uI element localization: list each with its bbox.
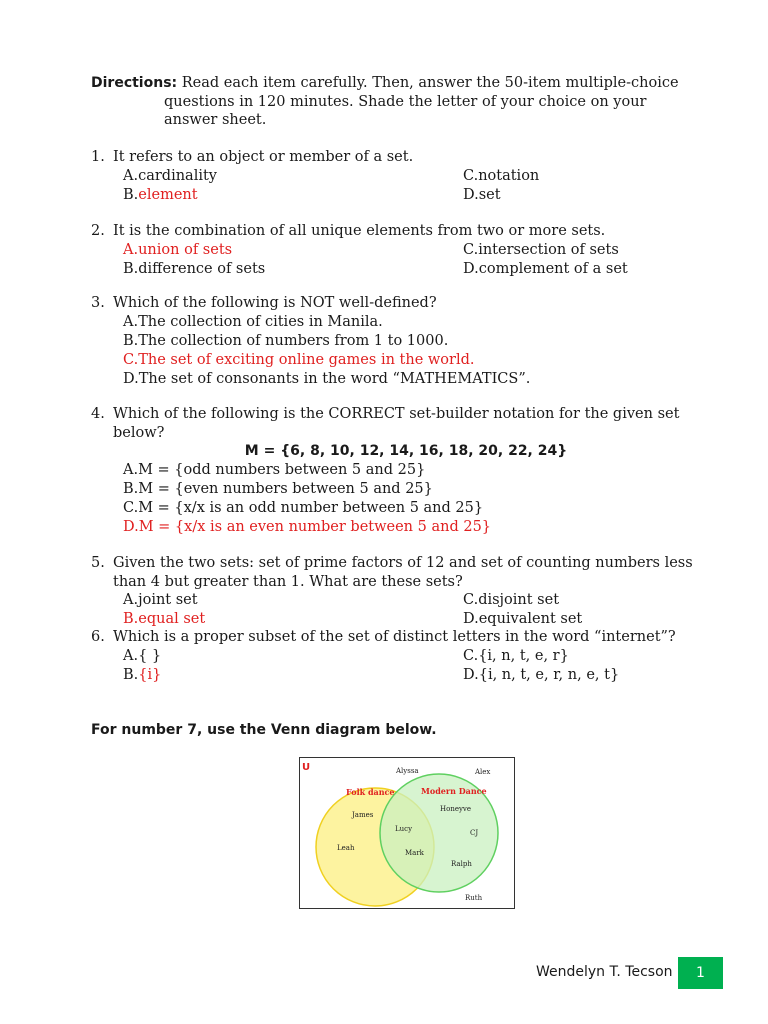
question-stem: It is the combination of all unique elements from two or more sets.	[113, 223, 606, 239]
name-honeyve: Honeyve	[440, 805, 472, 813]
directions-line-1: Read each item carefully. Then, answer the 50-item multiple-choice	[181, 75, 679, 91]
name-ralph: Ralph	[451, 860, 472, 868]
option-c-correct[interactable]: C.The set of exciting online games in the world.	[123, 351, 475, 368]
question-stem: Which is a proper subset of the set of distinct letters in the word “internet”?	[113, 629, 676, 645]
folk-dance-label: Folk dance	[346, 787, 395, 797]
question-6	[91, 628, 731, 685]
option-c[interactable]: C.M = {x/x is an odd number between 5 and 25}	[123, 499, 484, 516]
directions-line-2: questions in 120 minutes. Shade the letter of your choice on your	[164, 93, 647, 110]
page-number: 1	[696, 965, 705, 981]
option-b-correct[interactable]: B.element	[123, 186, 198, 203]
option-c[interactable]: C.intersection of sets	[463, 241, 619, 258]
option-d[interactable]: D.set	[463, 186, 501, 203]
option-d[interactable]: D.complement of a set	[463, 260, 628, 277]
question-stem: Which of the following is NOT well-defined?	[113, 295, 437, 311]
question-number: 4.	[91, 406, 105, 422]
name-james: James	[352, 811, 374, 819]
name-alyssa: Alyssa	[396, 767, 419, 775]
question-stem-line-2: than 4 but greater than 1. What are these sets?	[113, 573, 463, 590]
option-c[interactable]: C.disjoint set	[463, 592, 560, 609]
option-a[interactable]: A.joint set	[123, 592, 198, 609]
venn-heading: For number 7, use the Venn diagram below.	[91, 722, 437, 738]
option-a[interactable]: A.{ }	[123, 647, 162, 664]
given-set: M = {6, 8, 10, 12, 14, 16, 18, 20, 22, 24}	[244, 443, 568, 460]
option-a[interactable]: A.M = {odd numbers between 5 and 25}	[123, 461, 426, 478]
venn-diagram	[299, 757, 515, 909]
question-stem-line-2: below?	[113, 424, 165, 441]
name-ruth: Ruth	[465, 894, 483, 902]
option-b-correct[interactable]: B.{i}	[123, 666, 162, 683]
option-c[interactable]: C.notation	[463, 167, 540, 184]
directions-line-3: answer sheet.	[164, 112, 267, 129]
question-5	[91, 554, 731, 629]
footer-author: Wendelyn T. Tecson	[536, 964, 673, 980]
name-leah: Leah	[337, 844, 355, 852]
directions	[91, 74, 723, 130]
directions-label: Directions:	[91, 75, 178, 91]
name-mark: Mark	[405, 849, 424, 857]
question-number: 1.	[91, 149, 105, 165]
question-number: 6.	[91, 629, 105, 645]
question-4	[91, 405, 731, 537]
option-d[interactable]: D.equivalent set	[463, 611, 583, 628]
option-a-correct[interactable]: A.union of sets	[123, 241, 233, 258]
option-a[interactable]: A.cardinality	[123, 167, 217, 184]
option-b-correct[interactable]: B.equal set	[123, 611, 206, 628]
name-lucy: Lucy	[395, 825, 413, 833]
universe-label: U	[302, 762, 311, 773]
question-number: 5.	[91, 555, 105, 571]
question-1	[91, 148, 731, 205]
option-c[interactable]: C.{i, n, t, e, r}	[463, 647, 569, 664]
name-cj: CJ	[470, 829, 479, 837]
option-d[interactable]: D.The set of consonants in the word “MATHEMATICS”.	[123, 370, 531, 387]
question-3	[91, 294, 731, 389]
name-alex: Alex	[475, 768, 491, 776]
modern-dance-label: Modern Dance	[421, 786, 487, 796]
option-b[interactable]: B.The collection of numbers from 1 to 1000.	[123, 332, 449, 349]
question-number: 2.	[91, 223, 105, 239]
question-stem-line-1: Given the two sets: set of prime factors of 12 and set of counting numbers less	[113, 555, 693, 571]
option-b[interactable]: B.difference of sets	[123, 260, 266, 277]
option-b[interactable]: B.M = {even numbers between 5 and 25}	[123, 480, 433, 497]
option-a[interactable]: A.The collection of cities in Manila.	[123, 313, 383, 330]
option-d-correct[interactable]: D.M = {x/x is an even number between 5 and 25}	[123, 518, 492, 535]
question-number: 3.	[91, 295, 105, 311]
question-stem-line-1: Which of the following is the CORRECT set-builder notation for the given set	[113, 406, 680, 422]
option-d[interactable]: D.{i, n, t, e, r, n, e, t}	[463, 666, 620, 683]
question-stem: It refers to an object or member of a set.	[113, 149, 414, 165]
question-2	[91, 222, 731, 279]
page-number-badge	[678, 957, 723, 989]
